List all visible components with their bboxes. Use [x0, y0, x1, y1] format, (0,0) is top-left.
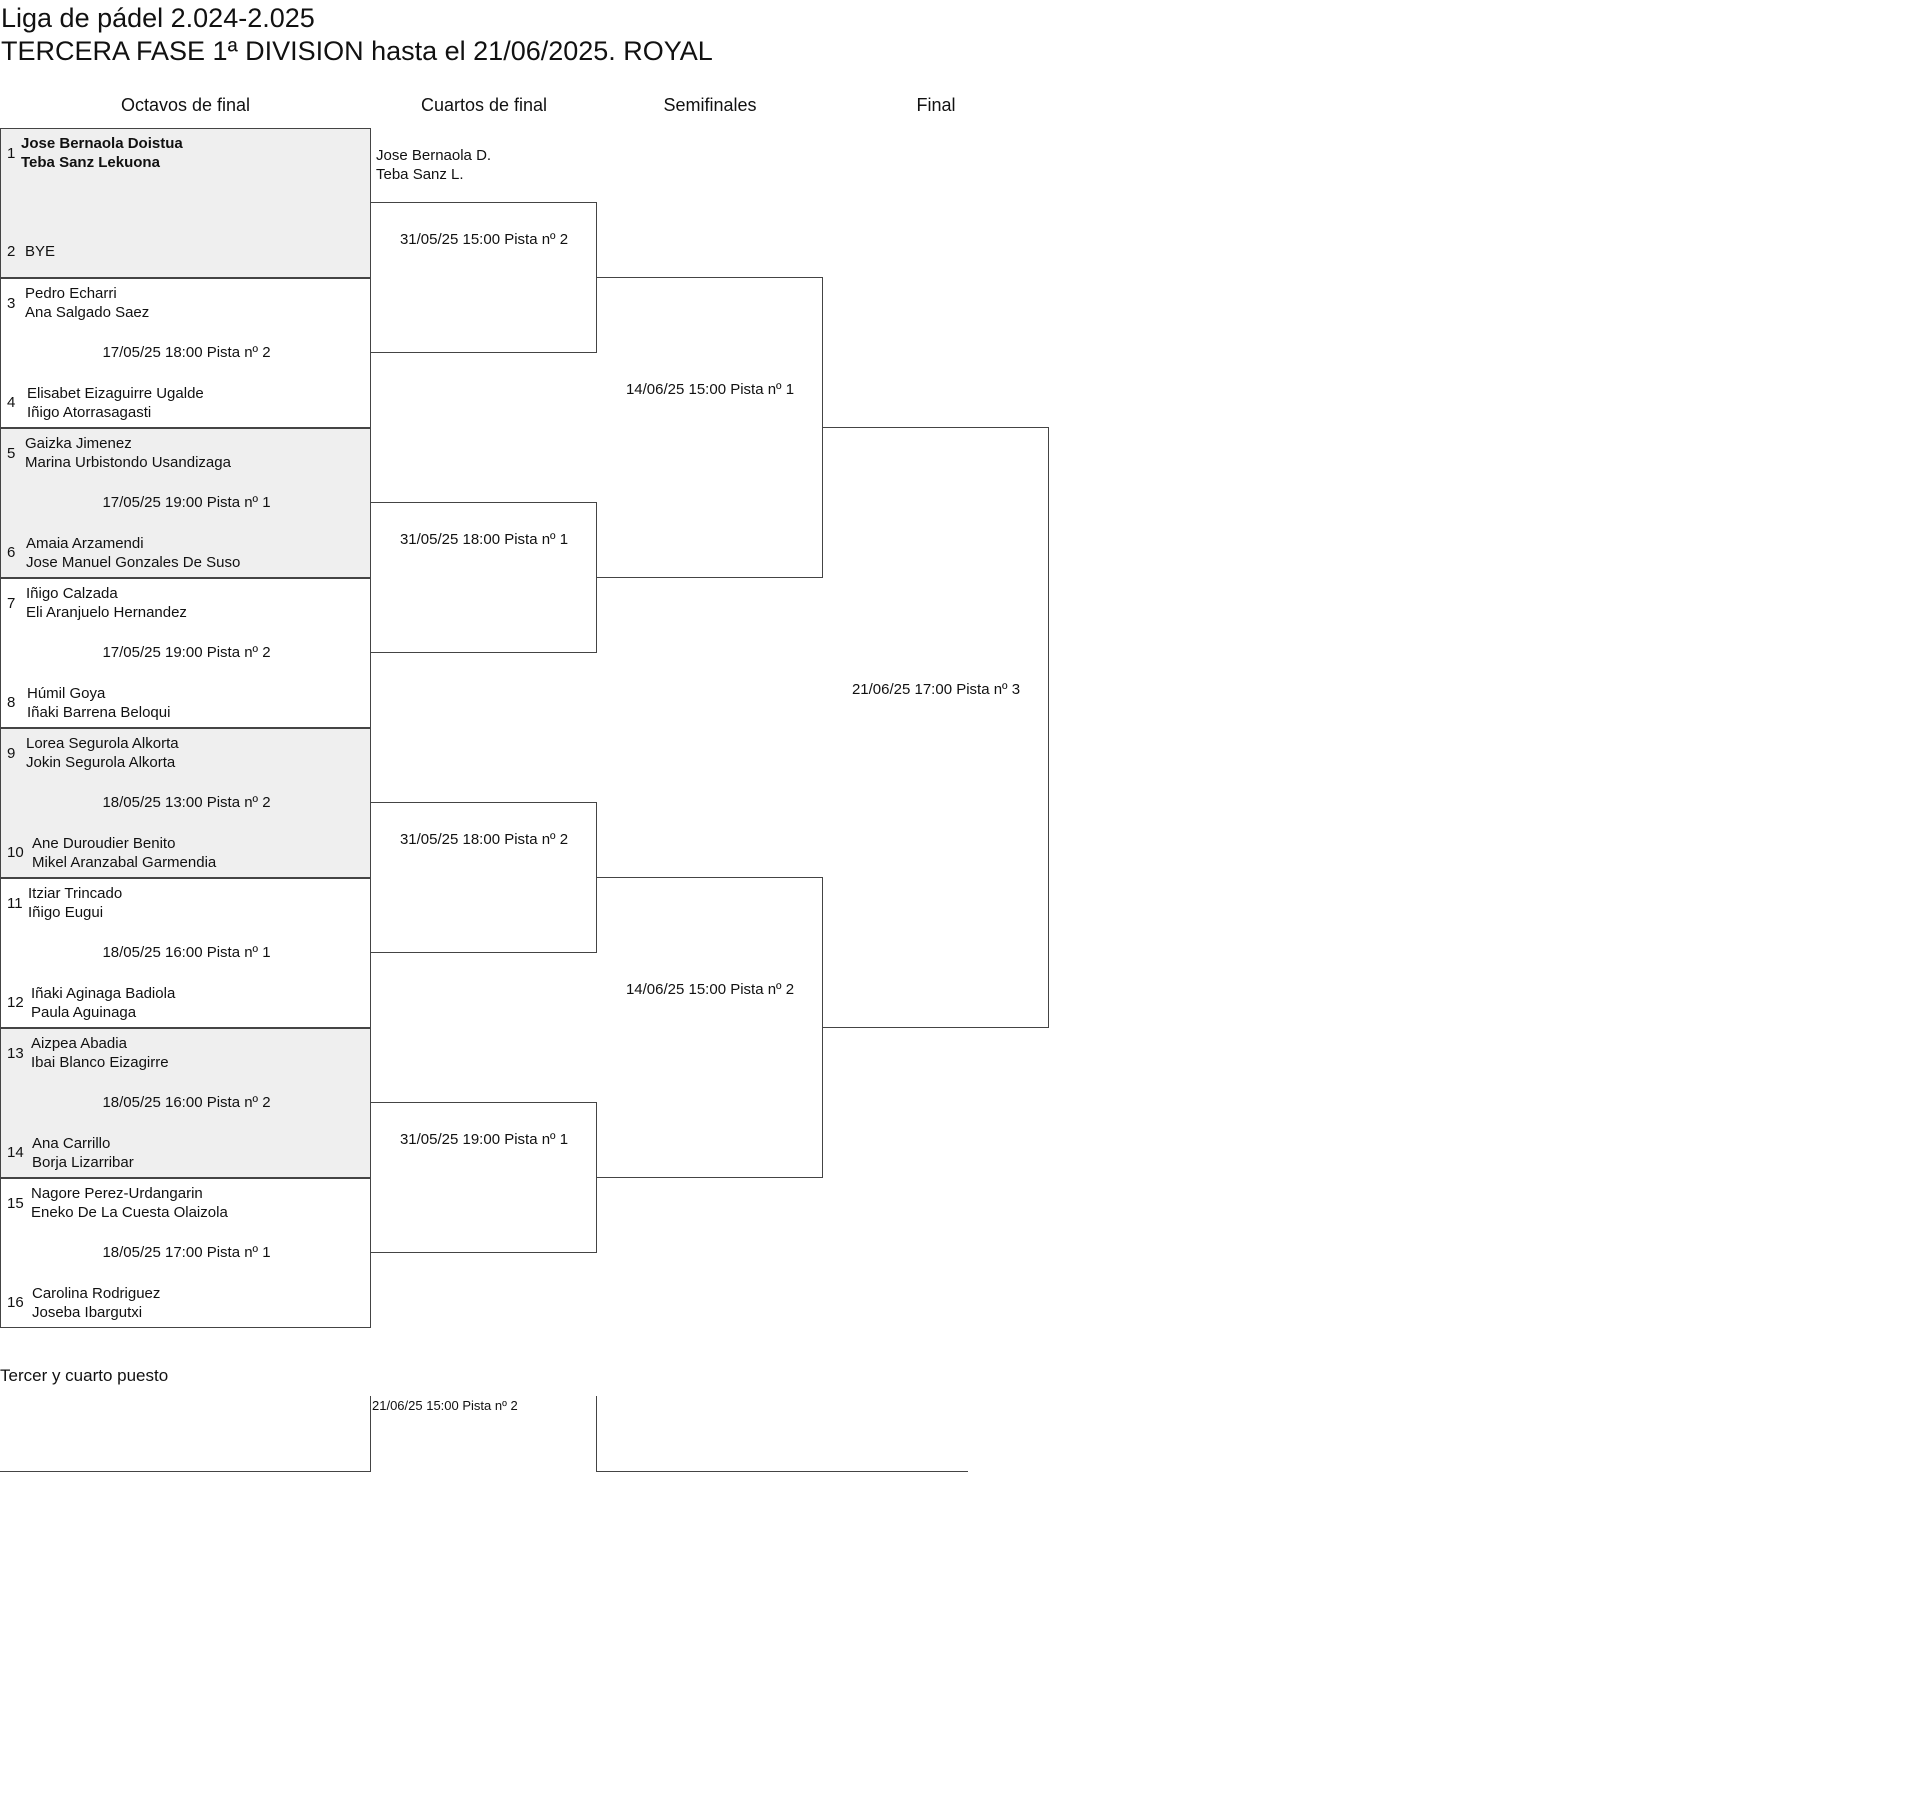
- seed-number: 12: [7, 994, 24, 1011]
- team-b: [25, 242, 55, 261]
- third-place-divider-right: [596, 1396, 597, 1472]
- match-schedule: 31/05/25 19:00 Pista nº 1: [399, 1131, 569, 1148]
- sf-match-2: [597, 877, 823, 1178]
- final-match: [823, 427, 1049, 1028]
- player-name: Eli Aranjuelo Hernandez: [26, 604, 187, 621]
- team-a: [31, 1034, 169, 1072]
- r16-match-8: [0, 1178, 371, 1328]
- column-header-r16: Octavos de final: [120, 95, 251, 115]
- team-a: [26, 734, 179, 772]
- team-a: [25, 284, 149, 322]
- player-name: Iñigo Calzada: [26, 585, 118, 602]
- team-a: [26, 584, 187, 622]
- player-name: Joseba Ibargutxi: [32, 1304, 143, 1321]
- seed-number: 13: [7, 1045, 24, 1062]
- player-name: Ana Carrillo: [32, 1135, 111, 1152]
- player-name: Iñigo Atorrasagasti: [27, 404, 152, 421]
- column-header-final: Final: [916, 95, 956, 115]
- player-name: Teba Sanz Lekuona: [21, 154, 160, 171]
- player-name: Jose Bernaola Doistua: [21, 135, 183, 152]
- player-name: Iñaki Barrena Beloqui: [27, 704, 171, 721]
- team-b: [27, 684, 170, 722]
- third-place-divider-left: [370, 1396, 371, 1472]
- player-name: Iñigo Eugui: [28, 904, 104, 921]
- column-header-qf: Cuartos de final: [420, 95, 548, 115]
- match-schedule: 17/05/25 19:00 Pista nº 2: [102, 644, 271, 661]
- match-schedule: 18/05/25 16:00 Pista nº 1: [102, 944, 271, 961]
- team-a: [28, 884, 122, 922]
- page-title: Liga de pádel 2.024-2.025: [1, 3, 315, 33]
- seed-number: 4: [7, 394, 16, 411]
- seed-number: 9: [7, 745, 16, 762]
- match-schedule: 18/05/25 16:00 Pista nº 2: [102, 1094, 271, 1111]
- match-schedule: 31/05/25 18:00 Pista nº 1: [399, 531, 569, 548]
- seed-number: 14: [7, 1144, 24, 1161]
- player-name: Gaizka Jimenez: [25, 435, 132, 452]
- seed-number: 8: [7, 694, 16, 711]
- qf-match-2: [371, 502, 597, 653]
- player-name: Ane Duroudier Benito: [32, 835, 176, 852]
- match-schedule: 21/06/25 17:00 Pista nº 3: [851, 681, 1021, 698]
- seed-number: 3: [7, 295, 16, 312]
- seed-number: 5: [7, 445, 16, 462]
- player-name: Paula Aguinaga: [31, 1004, 137, 1021]
- match-schedule: 31/05/25 15:00 Pista nº 2: [399, 231, 569, 248]
- third-place-heading: Tercer y cuarto puesto: [0, 1366, 169, 1385]
- match-schedule: 14/06/25 15:00 Pista nº 1: [625, 381, 795, 398]
- team-a: [31, 1184, 228, 1222]
- third-place-line-left: [0, 1471, 371, 1472]
- player-name: Húmil Goya: [27, 685, 106, 702]
- seed-number: 7: [7, 595, 16, 612]
- match-schedule: 14/06/25 15:00 Pista nº 2: [625, 981, 795, 998]
- seed-number: 2: [7, 243, 16, 260]
- seed-number: 16: [7, 1294, 24, 1311]
- player-name: Ibai Blanco Eizagirre: [31, 1054, 169, 1071]
- player-name: Iñaki Aginaga Badiola: [31, 985, 176, 1002]
- player-name: Lorea Segurola Alkorta: [26, 735, 179, 752]
- player-name: Marina Urbistondo Usandizaga: [25, 454, 231, 471]
- team-a: [21, 134, 183, 172]
- match-schedule: 17/05/25 19:00 Pista nº 1: [102, 494, 271, 511]
- player-name: Elisabet Eizaguirre Ugalde: [27, 385, 204, 402]
- r16-match-2: [0, 278, 371, 428]
- seed-number: 10: [7, 844, 24, 861]
- match-schedule: 17/05/25 18:00 Pista nº 2: [102, 344, 271, 361]
- player-name: Itziar Trincado: [28, 885, 123, 902]
- r16-match-6: [0, 878, 371, 1028]
- player-name: Aizpea Abadia: [31, 1035, 127, 1052]
- team-b: [32, 1134, 134, 1172]
- seed-number: 1: [7, 145, 16, 162]
- player-name: Teba Sanz L.: [376, 166, 464, 183]
- page-subtitle: TERCERA FASE 1ª DIVISION hasta el 21/06/2025. ROYAL: [1, 36, 713, 66]
- sf-match-1: [597, 277, 823, 578]
- third-place-line-right: [596, 1471, 968, 1472]
- player-name: Ana Salgado Saez: [25, 304, 150, 321]
- player-name: Carolina Rodriguez: [32, 1285, 161, 1302]
- third-place-schedule: 21/06/25 15:00 Pista nº 2: [372, 1398, 518, 1413]
- seed-number: 11: [7, 895, 23, 912]
- player-name: Mikel Aranzabal Garmendia: [32, 854, 217, 871]
- team-b: [27, 384, 204, 422]
- player-name: Eneko De La Cuesta Olaizola: [31, 1204, 228, 1221]
- qf-match-4: [371, 1102, 597, 1253]
- r16-match-5: [0, 728, 371, 878]
- seed-number: 15: [7, 1195, 24, 1212]
- qf-advanced-team: [376, 146, 491, 184]
- player-name: Jokin Segurola Alkorta: [26, 754, 176, 771]
- team-b: [32, 834, 216, 872]
- player-name: Amaia Arzamendi: [26, 535, 144, 552]
- team-b: [31, 984, 175, 1022]
- match-schedule: 31/05/25 18:00 Pista nº 2: [399, 831, 569, 848]
- r16-match-4: [0, 578, 371, 728]
- qf-match-1: [371, 202, 597, 353]
- player-name: Nagore Perez-Urdangarin: [31, 1185, 203, 1202]
- team-b: [26, 534, 240, 572]
- r16-match-3: [0, 428, 371, 578]
- column-header-sf: Semifinales: [663, 95, 757, 115]
- player-name: Pedro Echarri: [25, 285, 117, 302]
- match-schedule: 18/05/25 13:00 Pista nº 2: [102, 794, 271, 811]
- player-name: Borja Lizarribar: [32, 1154, 134, 1171]
- r16-match-7: [0, 1028, 371, 1178]
- player-name: Jose Bernaola D.: [376, 147, 492, 164]
- player-name: Jose Manuel Gonzales De Suso: [26, 554, 241, 571]
- team-b: [32, 1284, 160, 1322]
- r16-match-1: [0, 128, 371, 278]
- player-name: BYE: [25, 243, 56, 260]
- team-a: [25, 434, 231, 472]
- match-schedule: 18/05/25 17:00 Pista nº 1: [102, 1244, 271, 1261]
- seed-number: 6: [7, 544, 16, 561]
- qf-match-3: [371, 802, 597, 953]
